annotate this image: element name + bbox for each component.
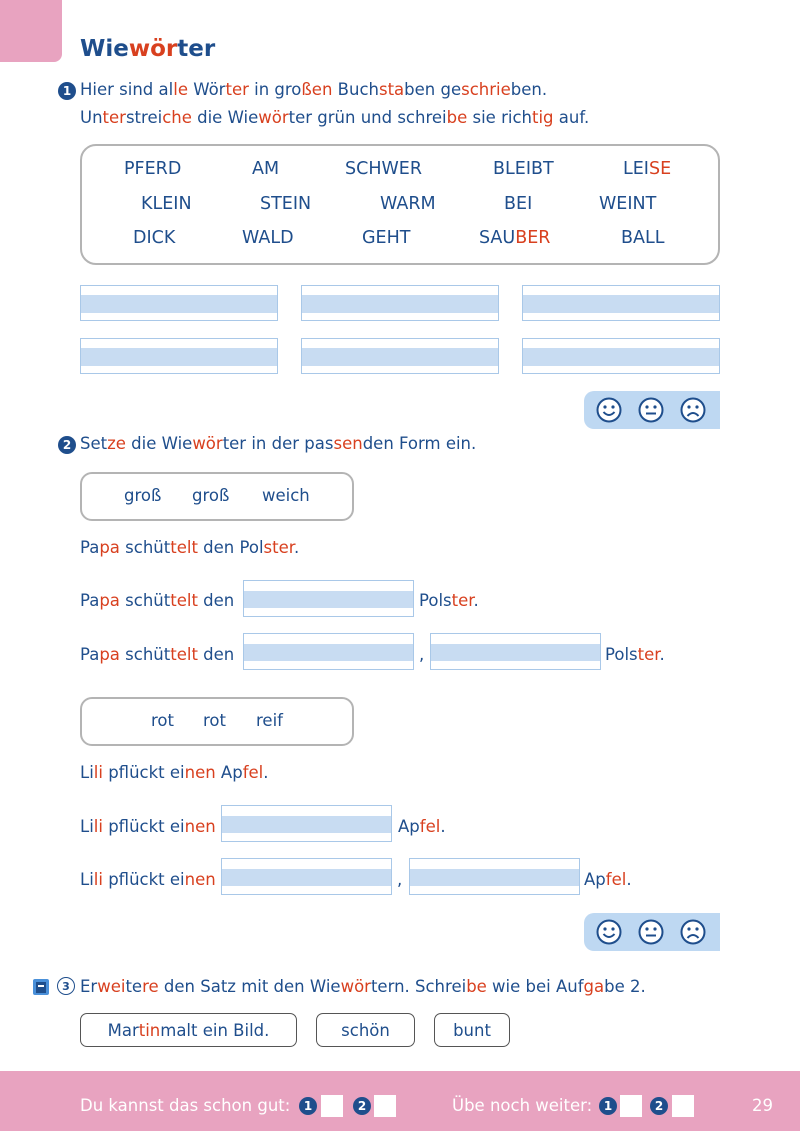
sad-face-icon[interactable] xyxy=(680,919,706,945)
word-leise[interactable]: LEISE xyxy=(623,159,672,179)
footer-checkbox[interactable] xyxy=(374,1095,396,1117)
word-ball[interactable]: BALL xyxy=(621,228,665,248)
write-field[interactable] xyxy=(243,580,414,617)
adjective-pill-bunt: bunt xyxy=(434,1013,510,1047)
write-field[interactable] xyxy=(243,633,414,670)
write-field[interactable] xyxy=(522,285,720,321)
word-weint[interactable]: WEINT xyxy=(599,194,657,214)
word-geht[interactable]: GEHT xyxy=(362,228,411,248)
write-field[interactable] xyxy=(221,858,392,895)
option-gross: groß xyxy=(124,486,162,505)
footer-good-label: Du kannst das schon gut: xyxy=(80,1096,291,1115)
sentence-lili-1-adj: Lili pflückt einen xyxy=(80,817,216,836)
word-dick[interactable]: DICK xyxy=(133,228,176,248)
word-stein[interactable]: STEIN xyxy=(260,194,312,214)
word-bleibt[interactable]: BLEIBT xyxy=(493,159,554,179)
write-field[interactable] xyxy=(430,633,601,670)
word-wald[interactable]: WALD xyxy=(242,228,294,248)
self-rating-2 xyxy=(584,913,720,951)
sentence-lili: Lili pflückt einen Apfel. xyxy=(80,763,269,782)
write-field[interactable] xyxy=(409,858,580,895)
write-field[interactable] xyxy=(522,338,720,374)
word-schwer[interactable]: SCHWER xyxy=(345,159,423,179)
page-title: Wiewörter xyxy=(80,36,216,62)
write-field[interactable] xyxy=(221,805,392,842)
corner-tab xyxy=(0,0,62,62)
task-number-1: 1 xyxy=(58,82,76,100)
page-number: 29 xyxy=(752,1096,773,1115)
neutral-face-icon[interactable] xyxy=(638,919,664,945)
happy-face-icon[interactable] xyxy=(596,919,622,945)
task-number-3: 3 xyxy=(57,977,75,995)
word-pferd[interactable]: PFERD xyxy=(124,159,182,179)
sentence-pill-martin: Mar tin malt ein Bild. xyxy=(80,1013,297,1047)
task1-instruction-line2: Unterstreiche die Wiewörter grün und schreibe sie richtig auf. xyxy=(80,108,590,127)
adjective-pill-schoen: schön xyxy=(316,1013,415,1047)
task3-instruction: Erweitere den Satz mit den Wiewörtern. Schreibe wie bei Aufgabe 2. xyxy=(80,977,646,996)
write-field[interactable] xyxy=(301,285,499,321)
sentence-end: Polster. xyxy=(605,645,665,664)
write-field[interactable] xyxy=(301,338,499,374)
sentence-papa: Papa schüttelt den Polster. xyxy=(80,538,300,557)
self-rating-1 xyxy=(584,391,720,429)
footer-number-2: 2 xyxy=(353,1097,371,1115)
write-field[interactable] xyxy=(80,338,278,374)
sad-face-icon[interactable] xyxy=(680,397,706,423)
task-number-2: 2 xyxy=(58,436,76,454)
sentence-lili-2-adj: Lili pflückt einen xyxy=(80,870,216,889)
option-rot: rot xyxy=(203,711,226,730)
task1-instruction-line1: Hier sind alle Wörter in großen Buchstaben geschrieben. xyxy=(80,80,548,99)
comma: , xyxy=(397,870,403,889)
option-rot: rot xyxy=(151,711,174,730)
sentence-end: Apfel. xyxy=(584,870,632,889)
sentence-end: Polster. xyxy=(419,591,479,610)
footer-number-1: 1 xyxy=(299,1097,317,1115)
happy-face-icon[interactable] xyxy=(596,397,622,423)
sentence-papa-1-adj: Papa schüttelt den xyxy=(80,591,235,610)
option-weich: weich xyxy=(262,486,310,505)
option-gross: groß xyxy=(192,486,230,505)
task2-instruction: Setze die Wiewörter in der passenden Form ein. xyxy=(80,434,477,453)
footer-more-label: Übe noch weiter: xyxy=(452,1096,593,1115)
word-am[interactable]: AM xyxy=(252,159,280,179)
word-klein[interactable]: KLEIN xyxy=(141,194,192,214)
word-warm[interactable]: WARM xyxy=(380,194,436,214)
sentence-end: Apfel. xyxy=(398,817,446,836)
word-bei[interactable]: BEI xyxy=(504,194,533,214)
comma: , xyxy=(419,645,425,664)
write-field[interactable] xyxy=(80,285,278,321)
sentence-papa-2-adj: Papa schüttelt den xyxy=(80,645,235,664)
footer-number-1: 1 xyxy=(599,1097,617,1115)
word-sauber[interactable]: SAUBER xyxy=(479,228,551,248)
notebook-icon xyxy=(33,979,49,995)
footer-checkbox[interactable] xyxy=(620,1095,642,1117)
footer-number-2: 2 xyxy=(650,1097,668,1115)
footer-checkbox[interactable] xyxy=(321,1095,343,1117)
neutral-face-icon[interactable] xyxy=(638,397,664,423)
option-reif: reif xyxy=(256,711,283,730)
footer-checkbox[interactable] xyxy=(672,1095,694,1117)
